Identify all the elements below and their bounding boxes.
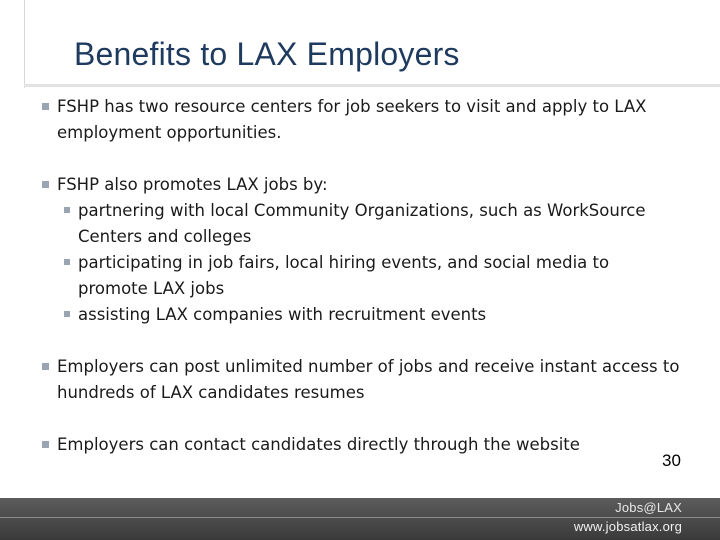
bullet-item	[42, 172, 682, 198]
page-number: 30	[662, 451, 681, 470]
title-divider-horizontal	[24, 84, 720, 87]
square-bullet-icon	[42, 103, 49, 110]
bullet-text: FSHP also promotes LAX jobs by:	[57, 175, 328, 194]
bullet-text: FSHP has two resource centers for job seekers to visit and apply to LAX employment opportunities.	[57, 97, 647, 142]
square-bullet-icon	[64, 259, 70, 265]
square-bullet-icon	[64, 311, 70, 317]
footer-banner	[0, 498, 720, 540]
bullet-item	[42, 432, 682, 458]
square-bullet-icon	[64, 207, 70, 213]
sub-bullet-text: participating in job fairs, local hiring events, and social media to promote LAX jobs	[78, 253, 610, 298]
bullet-item	[42, 94, 682, 146]
footer-brand-logo: Jobs@LAX	[615, 500, 682, 515]
square-bullet-icon	[42, 181, 49, 188]
bullet-text: Employers can contact candidates directly through the website	[57, 435, 580, 454]
sub-bullet-text: partnering with local Community Organizations, such as WorkSource Centers and colleges	[78, 201, 646, 246]
sub-bullet-item	[42, 302, 682, 328]
slide-title: Benefits to LAX Employers	[74, 36, 460, 72]
bullet-item	[42, 354, 682, 406]
footer-url-link[interactable]: www.jobsatlax.org	[573, 519, 682, 534]
square-bullet-icon	[42, 441, 49, 448]
slide-body	[42, 94, 682, 458]
sub-bullet-text: assisting LAX companies with recruitment events	[78, 305, 487, 324]
square-bullet-icon	[42, 363, 49, 370]
sub-bullet-item	[42, 250, 682, 302]
bullet-text: Employers can post unlimited number of jobs and receive instant access to hundreds of LAX candidates resumes	[57, 357, 680, 402]
title-divider-vertical	[24, 0, 25, 88]
sub-bullet-item	[42, 198, 682, 250]
footer-divider	[0, 517, 720, 518]
